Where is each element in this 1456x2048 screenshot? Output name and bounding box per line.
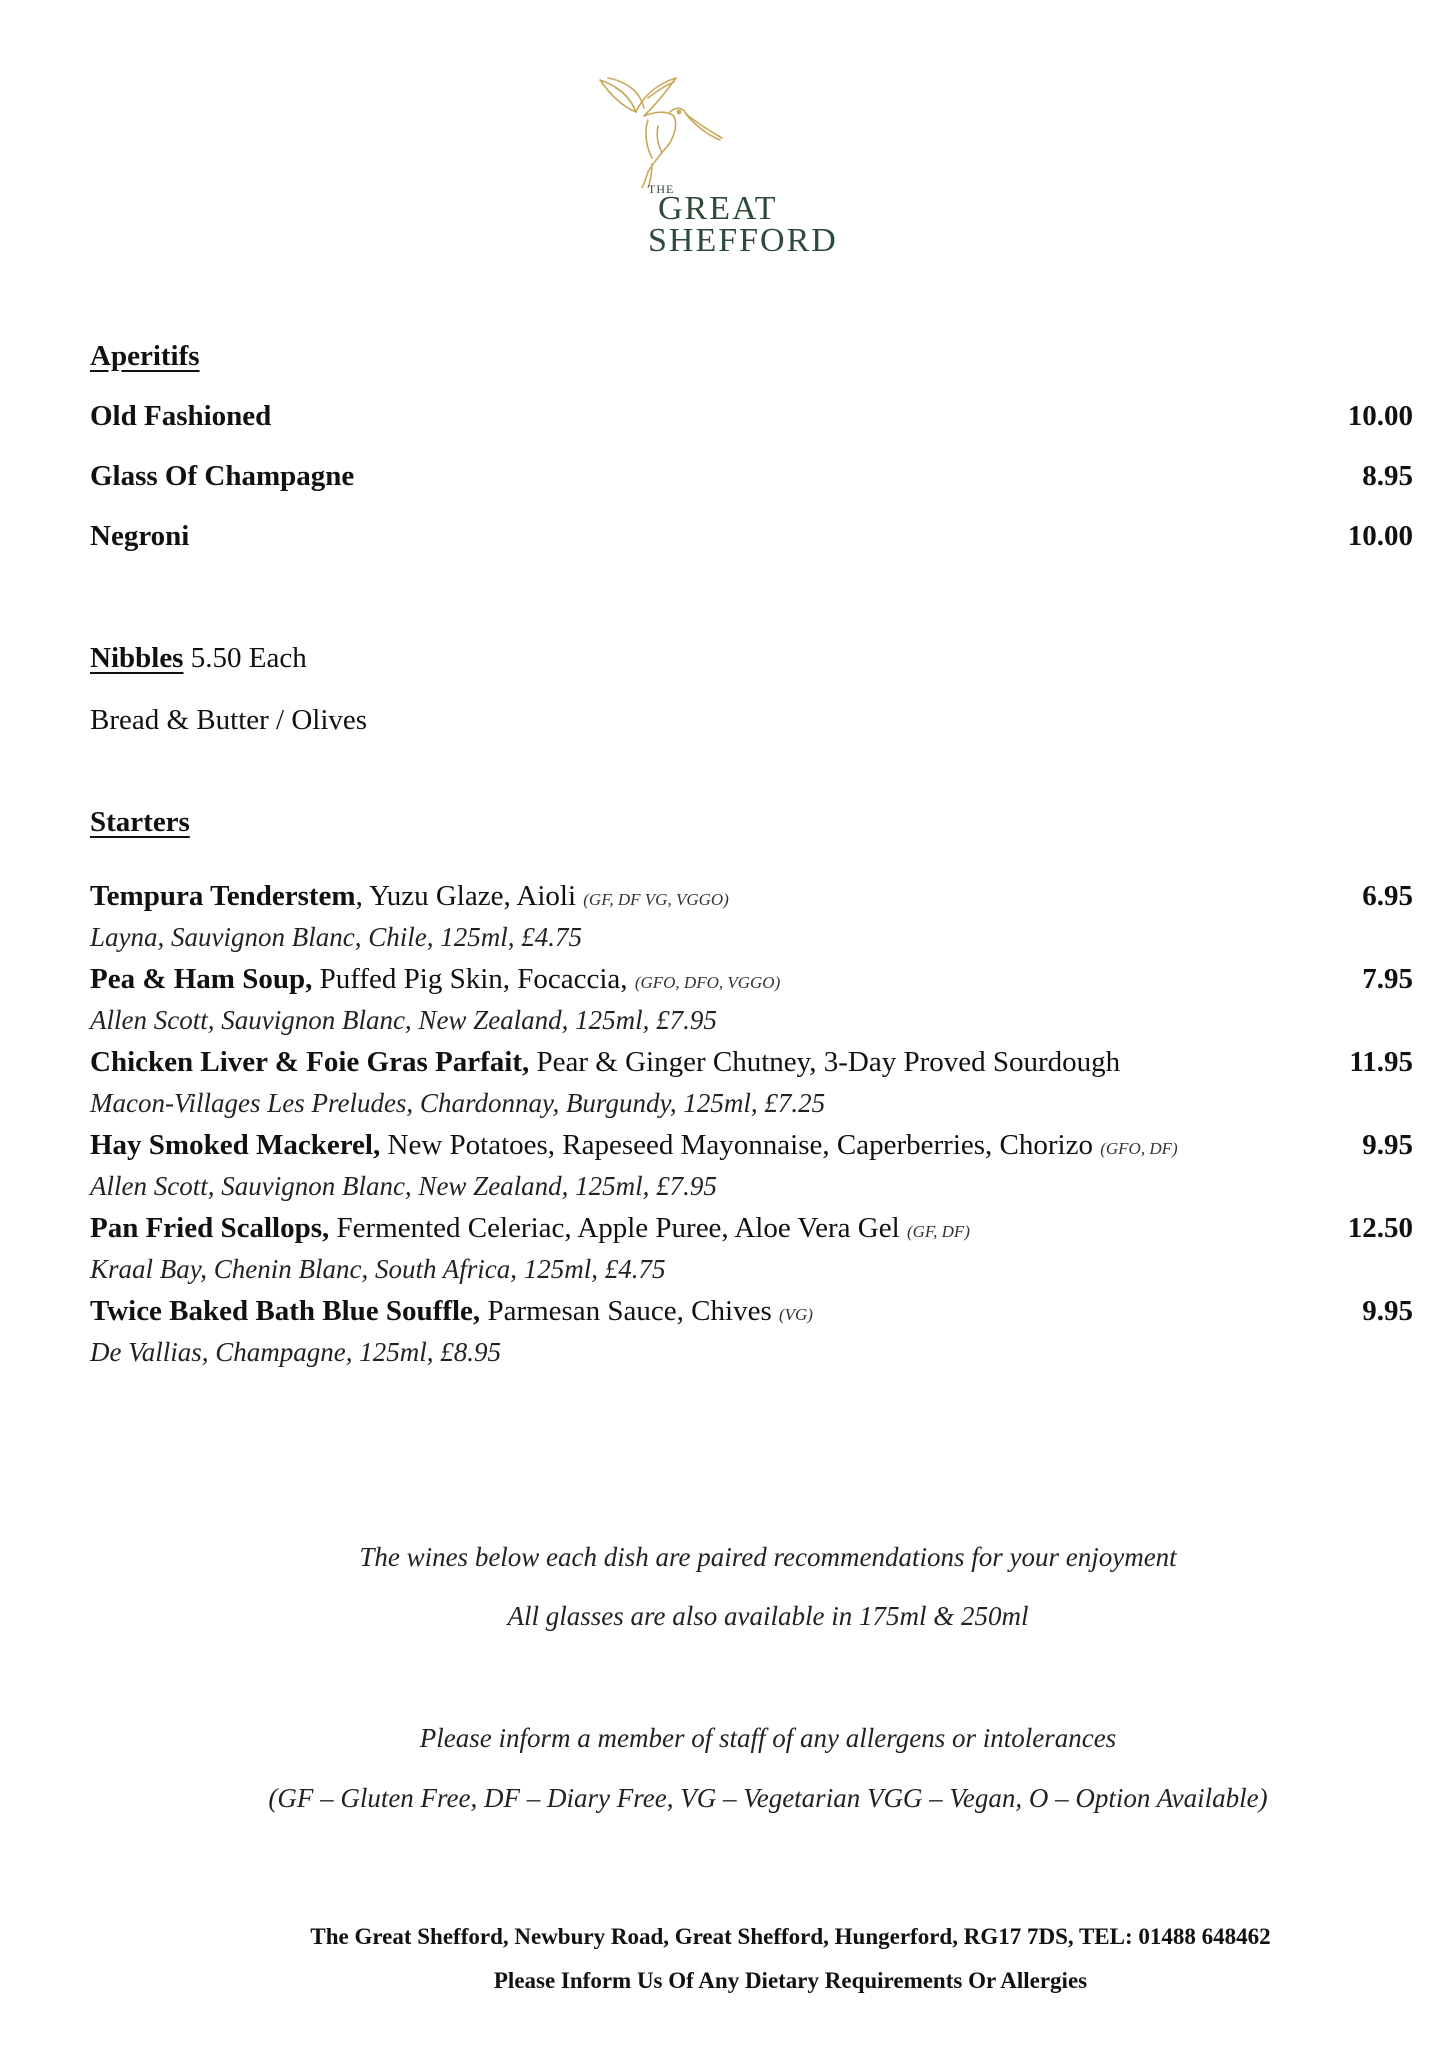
wine-pairing: Allen Scott, Sauvignon Blanc, New Zealand, 125ml, £7.95 <box>90 1005 717 1035</box>
logo-shefford-text: SHEFFORD <box>648 222 838 259</box>
starter-dish <box>90 963 1413 996</box>
footer-address: The Great Shefford, Newbury Road, Great Shefford, Hungerford, RG17 7DS, TEL: 01488 648462 <box>310 1924 1271 1949</box>
dish-description: Pear & Ginger Chutney, 3-Day Proved Sourdough <box>529 1046 1121 1078</box>
dish-price: 12.50 <box>1347 1212 1413 1244</box>
aperitif-name: Negroni <box>90 520 190 552</box>
dish-name: Twice Baked Bath Blue Souffle, <box>90 1295 481 1327</box>
wine-pairing: Allen Scott, Sauvignon Blanc, New Zealand, 125ml, £7.95 <box>90 1171 717 1201</box>
dish-tags: (GFO, DFO, VGGO) <box>634 973 781 992</box>
dish-name: Pea & Ham Soup, <box>90 963 313 995</box>
starter-dish <box>90 1129 1413 1162</box>
dish-tags: (GF, DF VG, VGGO) <box>583 890 729 909</box>
dish-description: Parmesan Sauce, Chives <box>480 1295 779 1327</box>
dish-tags: (GFO, DF) <box>1100 1139 1178 1158</box>
footer-dietary: Please Inform Us Of Any Dietary Requirements Or Allergies <box>493 1968 1088 1993</box>
starter-dish <box>90 1295 1413 1328</box>
restaurant-logo <box>560 62 920 262</box>
aperitif-price: 8.95 <box>1362 460 1413 492</box>
aperitif-name: Old Fashioned <box>90 400 272 432</box>
dish-description: Puffed Pig Skin, Focaccia, <box>312 963 635 995</box>
starter-dish <box>90 1212 1413 1245</box>
dish-tags: (VG) <box>778 1305 813 1324</box>
nibbles-line <box>90 642 307 675</box>
pairing-note: The wines below each dish are paired recommendations for your enjoyment <box>359 1542 1177 1572</box>
aperitif-price: 10.00 <box>1347 400 1413 432</box>
dish-name: Tempura Tenderstem <box>90 880 356 912</box>
aperitif-price: 10.00 <box>1347 520 1413 552</box>
kingfisher-icon <box>578 68 728 188</box>
aperitifs-heading: Aperitifs <box>90 340 200 372</box>
dish-description: New Potatoes, Rapeseed Mayonnaise, Caperberries, Chorizo <box>380 1129 1101 1161</box>
dish-price: 11.95 <box>1349 1046 1413 1078</box>
aperitif-item <box>90 520 1413 553</box>
glasses-note: All glasses are also available in 175ml & 250ml <box>507 1601 1029 1631</box>
nibbles-price-note: 5.50 Each <box>183 642 307 674</box>
dish-price: 9.95 <box>1362 1129 1413 1161</box>
dish-name: Hay Smoked Mackerel, <box>90 1129 381 1161</box>
starters-heading: Starters <box>90 806 190 838</box>
dish-tags: (GF, DF) <box>906 1222 970 1241</box>
wine-pairing: Kraal Bay, Chenin Blanc, South Africa, 125ml, £4.75 <box>90 1254 666 1284</box>
starter-dish <box>90 1046 1413 1079</box>
dish-price: 9.95 <box>1362 1295 1413 1327</box>
nibbles-heading: Nibbles <box>90 642 184 674</box>
aperitif-item <box>90 460 1413 493</box>
dish-price: 6.95 <box>1362 880 1413 912</box>
logo-great-text: GREAT <box>658 190 778 227</box>
dish-price: 7.95 <box>1362 963 1413 995</box>
dish-description: Fermented Celeriac, Apple Puree, Aloe Vera Gel <box>329 1212 907 1244</box>
dish-description: , Yuzu Glaze, Aioli <box>355 880 584 912</box>
logo-the-text: THE <box>648 182 675 196</box>
wine-pairing: Macon-Villages Les Preludes, Chardonnay, Burgundy, 125ml, £7.25 <box>90 1088 826 1118</box>
wine-pairing: Layna, Sauvignon Blanc, Chile, 125ml, £4.75 <box>90 922 582 952</box>
dish-name: Chicken Liver & Foie Gras Parfait, <box>90 1046 530 1078</box>
wine-pairing: De Vallias, Champagne, 125ml, £8.95 <box>90 1337 501 1367</box>
dish-name: Pan Fried Scallops, <box>90 1212 330 1244</box>
aperitif-name: Glass Of Champagne <box>90 460 355 492</box>
nibbles-items: Bread & Butter / Olives <box>90 704 368 736</box>
aperitif-item <box>90 400 1413 433</box>
starter-dish <box>90 880 1413 913</box>
allergens-note: Please inform a member of staff of any allergens or intolerances <box>419 1723 1117 1753</box>
allergen-key: (GF – Gluten Free, DF – Diary Free, VG – Vegetarian VGG – Vegan, O – Option Available) <box>268 1783 1268 1813</box>
